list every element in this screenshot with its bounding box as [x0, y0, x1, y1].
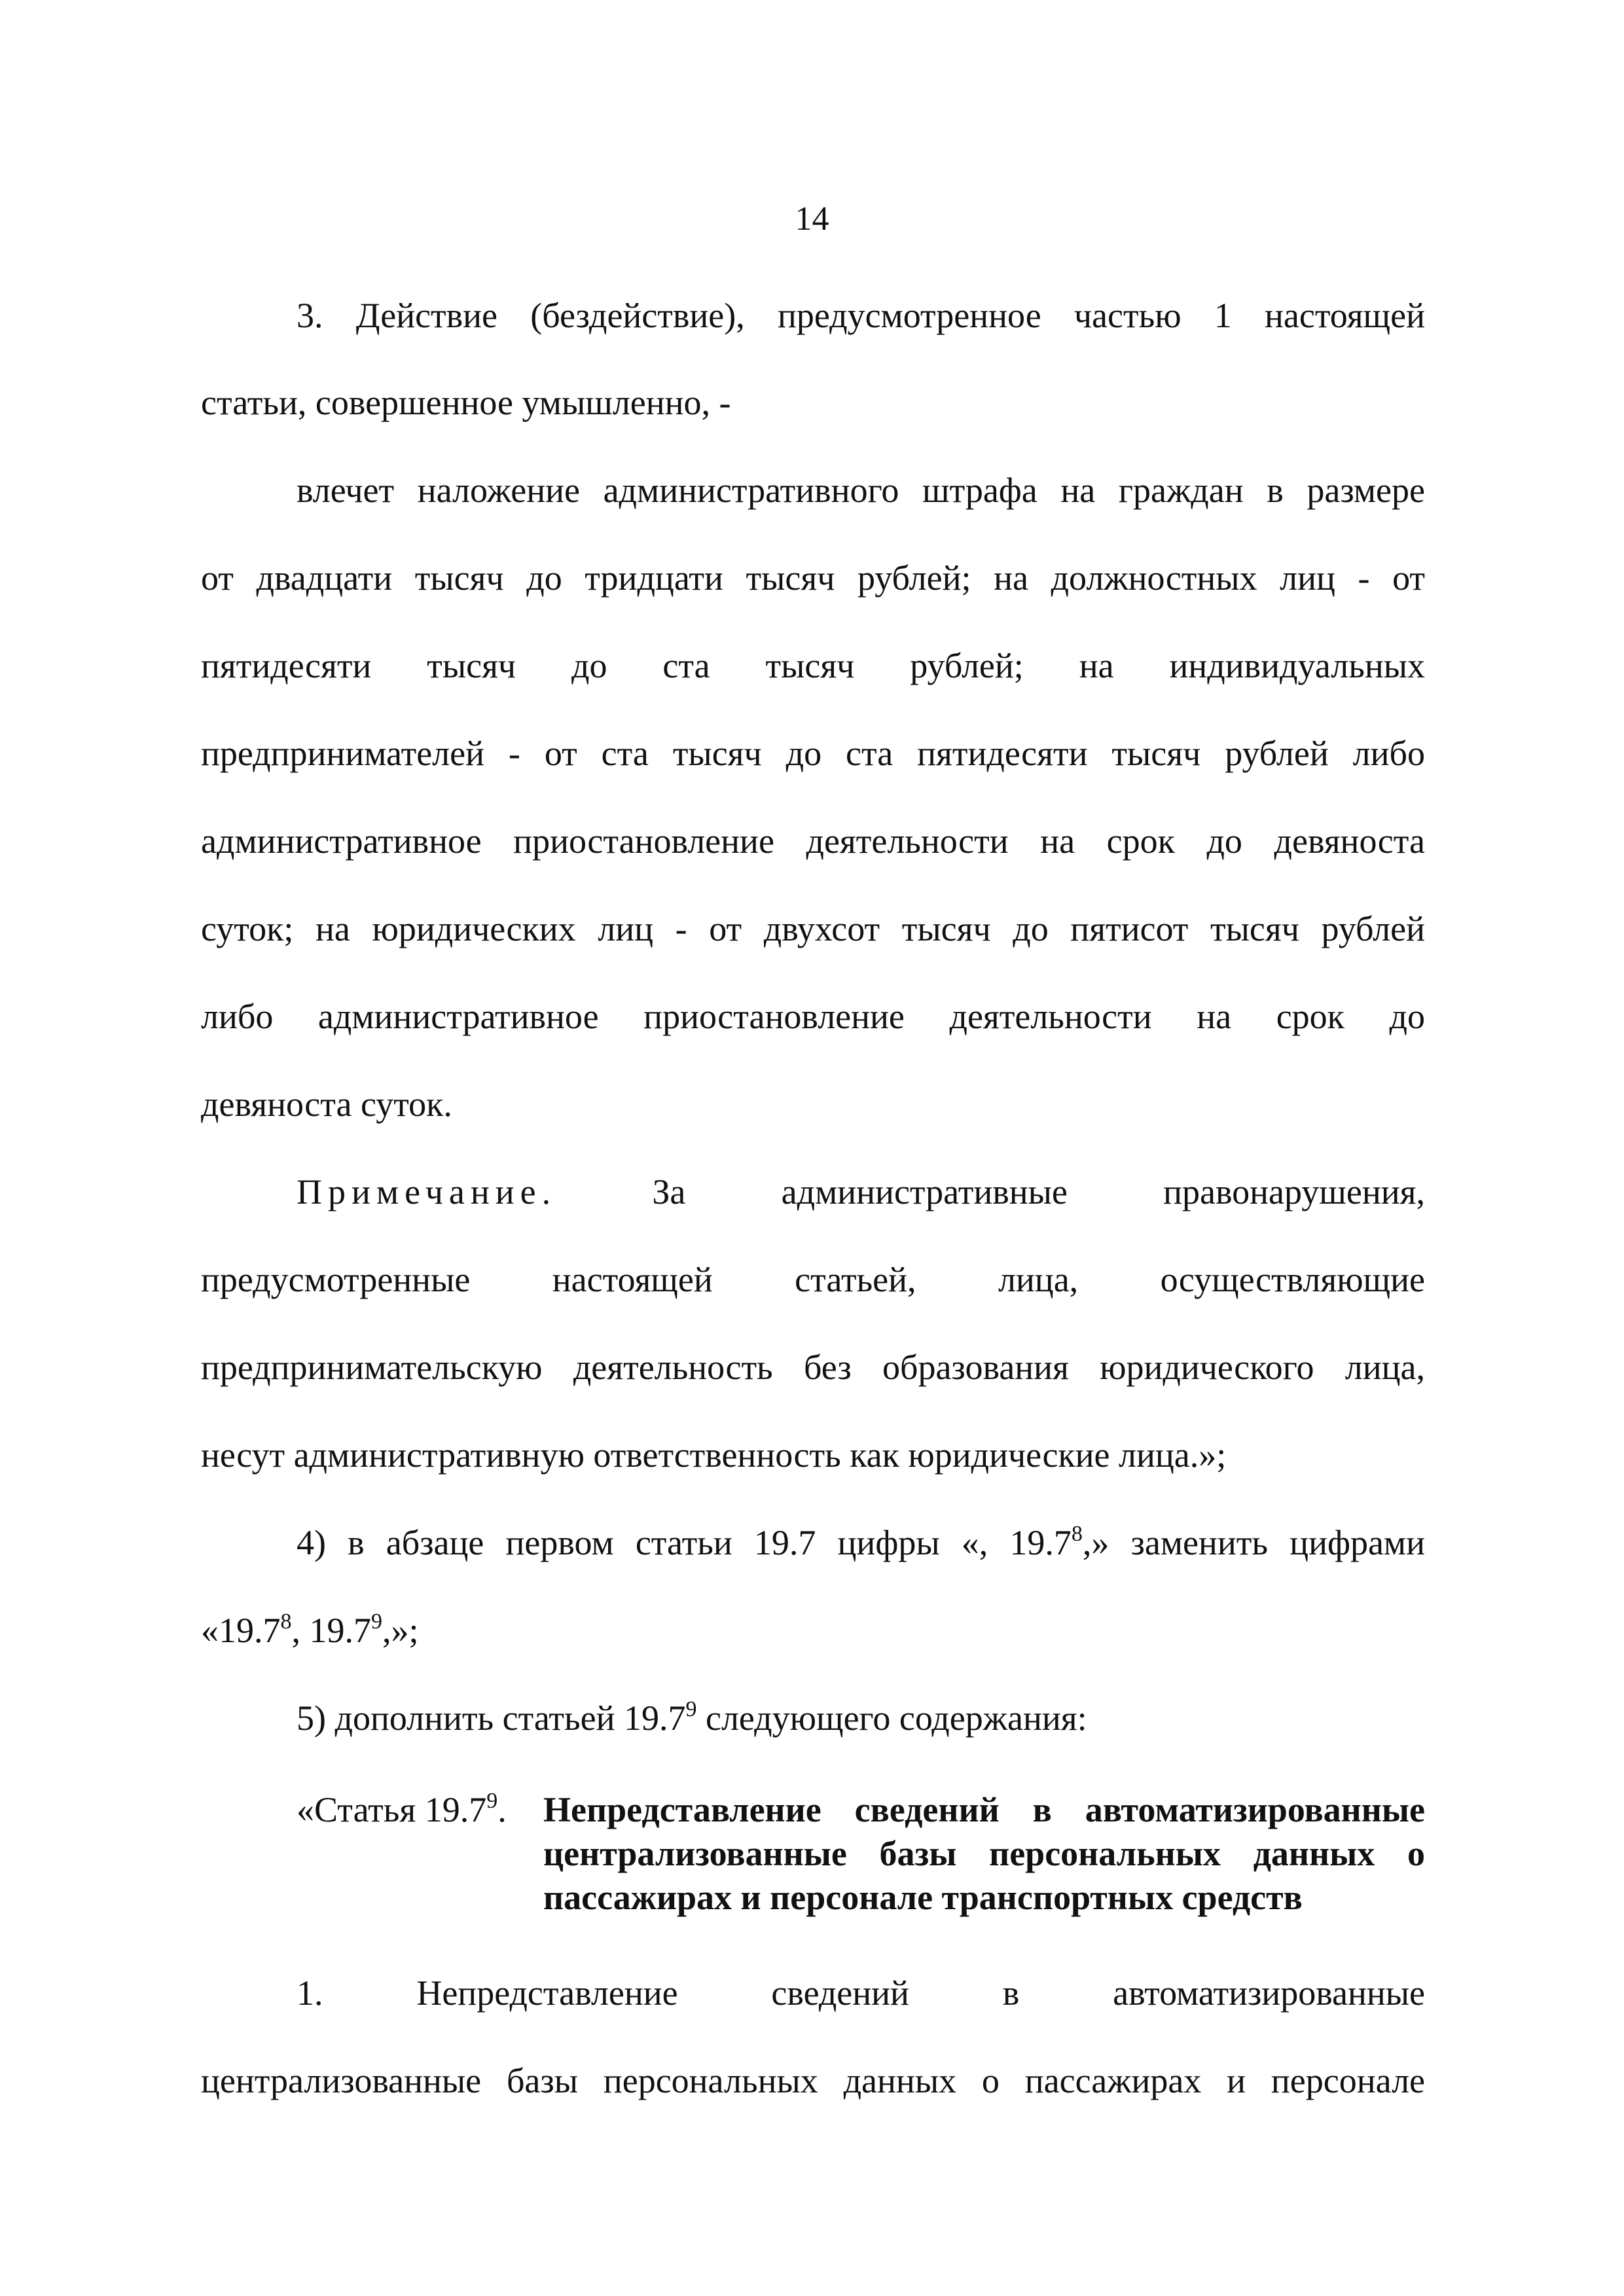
article-label	[297, 1789, 507, 1831]
penalty-line-8: девяноста суток.	[201, 1085, 452, 1124]
article-label-text: «Статья 19.7	[297, 1790, 487, 1829]
article-title-line-2: централизованные базы персональных данных о	[543, 1834, 1425, 1873]
item-5-text-b: следующего содержания:	[696, 1698, 1087, 1738]
penalty-line-6: суток; на юридических лиц - от двухсот тысяч до пятисот тысяч рублей	[201, 909, 1425, 948]
item-4-line-1	[297, 1520, 1425, 1566]
paragraph-3-line-1: 3. Действие (бездействие), предусмотренное частью 1 настоящей	[297, 296, 1425, 335]
item-4-line-2-c: ,»;	[382, 1611, 419, 1650]
penalty-line-4: предпринимателей - от ста тысяч до ста пятидесяти тысяч рублей либо	[201, 734, 1425, 773]
article-title-line-3: пассажирах и персонале транспортных средств	[543, 1878, 1303, 1917]
note-line-3: предпринимательскую деятельность без образования юридического лица,	[201, 1348, 1425, 1387]
item-5-sup: 9	[685, 1697, 697, 1721]
note-line-1-rest: За административные правонарушения,	[652, 1172, 1425, 1211]
item-5-text-a: 5) дополнить статьей 19.7	[297, 1698, 686, 1738]
page-number: 14	[795, 200, 829, 238]
penalty-line-2: от двадцати тысяч до тридцати тысяч рублей; на должностных лиц - от	[201, 558, 1425, 598]
note-line-1	[297, 1169, 1425, 1215]
item-4-line-2-a: «19.7	[201, 1611, 281, 1650]
penalty-line-5: административное приостановление деятельности на срок до девяноста	[201, 821, 1425, 861]
item-4-line-2-b: , 19.7	[291, 1611, 371, 1650]
item-4-line-2	[201, 1607, 1425, 1653]
penalty-line-1: влечет наложение административного штрафа на граждан в размере	[297, 471, 1425, 510]
penalty-line-3: пятидесяти тысяч до ста тысяч рублей; на индивидуальных	[201, 646, 1425, 685]
note-line-2: предусмотренные настоящей статьей, лица, осуществляющие	[201, 1260, 1425, 1299]
article-label-sup: 9	[486, 1789, 498, 1813]
item-4-line-2-sup-1: 8	[280, 1609, 292, 1634]
item-5	[297, 1695, 1425, 1741]
item-4-sup: 8	[1071, 1522, 1083, 1546]
item-4-line-2-sup-2: 9	[371, 1609, 382, 1634]
clause-1-line-1: 1. Непредставление сведений в автоматизированные	[297, 1973, 1425, 2013]
article-label-dot: .	[497, 1790, 507, 1829]
item-4-text-b: ,» заменить цифрами	[1082, 1523, 1425, 1562]
penalty-line-7: либо административное приостановление деятельности на срок до	[201, 997, 1425, 1036]
item-4-text-a: 4) в абзаце первом статьи 19.7 цифры «, 19.7	[297, 1523, 1072, 1562]
article-title-line-1: Непредставление сведений в автоматизированные	[543, 1790, 1425, 1829]
note-label: Примечание.	[297, 1172, 557, 1211]
note-line-4: несут административную ответственность как юридические лица.»;	[201, 1435, 1227, 1475]
clause-1-line-2: централизованные базы персональных данных о пассажирах и персонале	[201, 2061, 1425, 2100]
paragraph-3-line-2: статьи, совершенное умышленно, -	[201, 383, 731, 422]
